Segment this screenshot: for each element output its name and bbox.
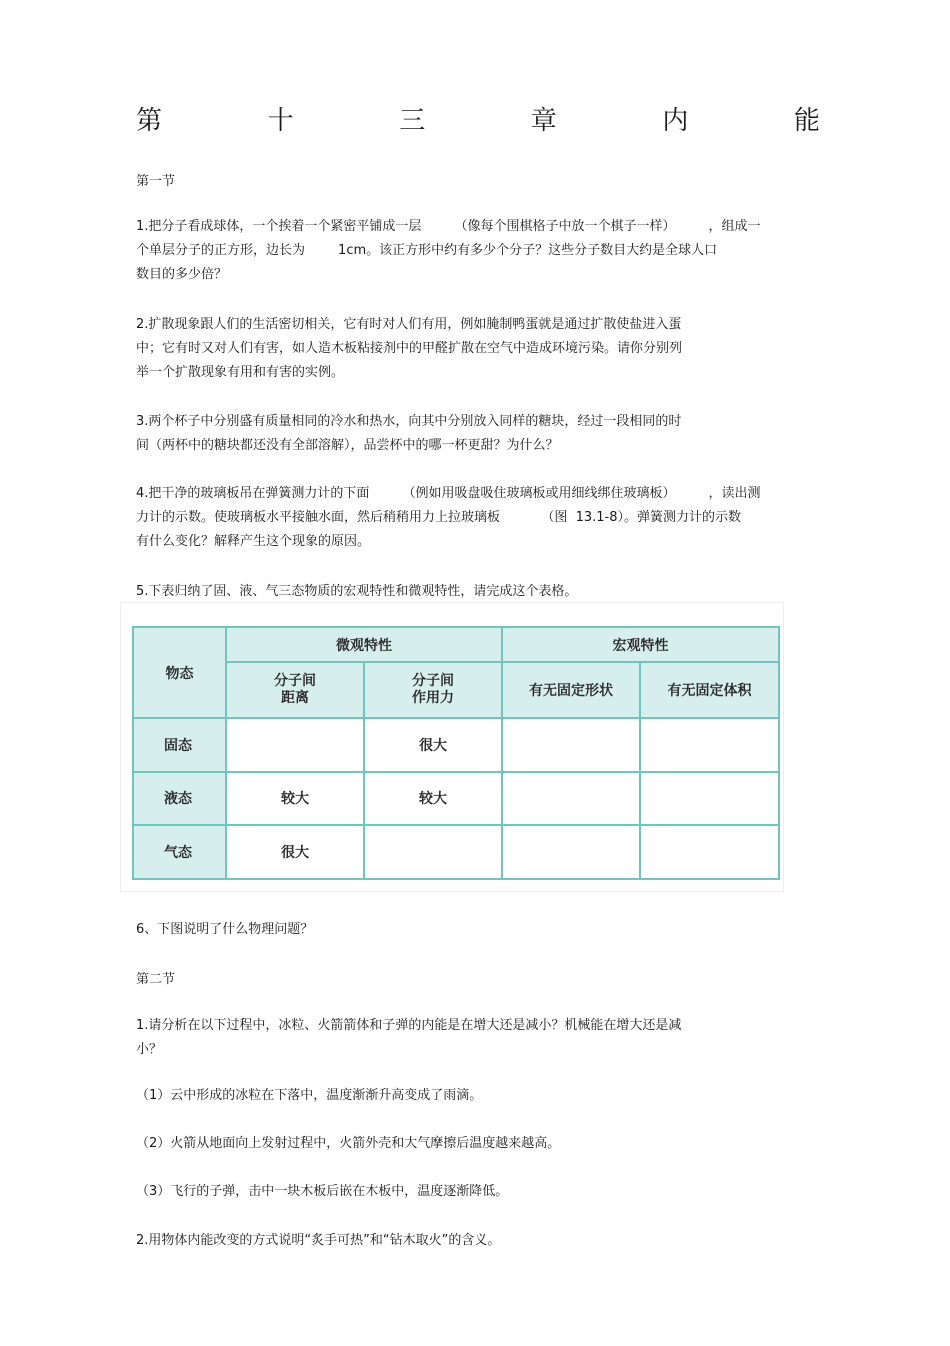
question-2-2 (136, 1229, 500, 1253)
question-line: （1）云中形成的冰粒在下落中，温度渐渐升高变成了雨滴。 (136, 1088, 483, 1103)
cell-distance (226, 718, 364, 772)
question-5 (136, 580, 577, 604)
question-line: 中；它有时又对人们有害，如人造木板粘接剂中的甲醛扩散在空气中造成环境污染。请你分别列 (136, 341, 683, 356)
question-line: 小？ (136, 1042, 163, 1057)
question-line: 2.扩散现象跟人们的生活密切相关，它有时对人们有用，例如腌制鸭蛋就是通过扩散使盐进入蛋 (136, 317, 682, 332)
question-line: （3）飞行的子弹，击中一块木板后嵌在木板中，温度逐渐降低。 (136, 1184, 509, 1199)
question-line: 1.请分析在以下过程中，冰粒、火箭箭体和子弹的内能是在增大还是减小？机械能在增大还是减 (136, 1018, 682, 1033)
title-char: 第 (136, 106, 163, 136)
table-header-row (133, 627, 779, 662)
cell-volume (640, 718, 779, 772)
cell-force (364, 825, 502, 879)
section-heading: 第一节 (136, 174, 176, 189)
header-macro: 宏观特性 (502, 627, 779, 662)
header-state: 物态 (133, 627, 226, 718)
question-line: 5.下表归纳了固、液、气三态物质的宏观特性和微观特性，请完成这个表格。 (136, 584, 578, 599)
header-distance (226, 662, 364, 718)
header-text: 距离 (281, 690, 309, 706)
title-char: 十 (267, 106, 294, 136)
header-text: 分子间 (412, 673, 454, 689)
question-line: 数目的多少倍？ (136, 267, 228, 282)
cell-shape (502, 825, 640, 879)
header-micro: 微观特性 (226, 627, 502, 662)
cell-shape (502, 718, 640, 772)
states-table (132, 626, 780, 880)
question-line: 举一个扩散现象有用和有害的实例。 (136, 365, 345, 380)
question-4 (136, 482, 761, 554)
title-char: 能 (793, 106, 820, 136)
table-row (133, 718, 779, 772)
question-line: 6、下图说明了什么物理问题？ (136, 922, 314, 937)
cell-distance: 较大 (226, 772, 364, 826)
title-char: 内 (662, 106, 689, 136)
cell-shape (502, 772, 640, 826)
cell-force: 较大 (364, 772, 502, 826)
header-force (364, 662, 502, 718)
title-char: 三 (399, 106, 426, 136)
question-3 (136, 410, 681, 458)
question-2-1-a (136, 1084, 482, 1108)
question-line: 力计的示数。使玻璃板水平接触水面，然后稍稍用力上拉玻璃板 （图 13.1-8）。弹簧测力计的示数 (136, 510, 741, 525)
title-char: 章 (530, 106, 557, 136)
header-volume: 有无固定体积 (640, 662, 779, 718)
cell-state: 固态 (133, 718, 226, 772)
cell-state: 气态 (133, 825, 226, 879)
header-text: 分子间 (274, 673, 316, 689)
header-shape: 有无固定形状 (502, 662, 640, 718)
cell-state: 液态 (133, 772, 226, 826)
question-line: 间（两杯中的糖块都还没有全部溶解），品尝杯中的哪一杯更甜？为什么？ (136, 438, 559, 453)
question-line: 2.用物体内能改变的方式说明“炙手可热”和“钻木取火”的含义。 (136, 1233, 501, 1248)
question-2 (136, 313, 682, 385)
table-row (133, 772, 779, 826)
table-subheader-row (133, 662, 779, 718)
chapter-title (136, 100, 820, 137)
cell-volume (640, 825, 779, 879)
cell-volume (640, 772, 779, 826)
question-2-1-c (136, 1180, 508, 1204)
question-6 (136, 918, 313, 942)
question-line: 个单层分子的正方形，边长为 1cm。该正方形中约有多少个分子？这些分子数目大约是全球人口 (136, 243, 718, 258)
states-table-figure (121, 603, 783, 891)
question-1 (136, 215, 761, 287)
question-line: 有什么变化？解释产生这个现象的原因。 (136, 534, 371, 549)
table-row (133, 825, 779, 879)
question-line: （2）火箭从地面向上发射过程中，火箭外壳和大气摩擦后温度越来越高。 (136, 1136, 561, 1151)
section-heading: 第二节 (136, 972, 176, 987)
question-2-1-b (136, 1132, 560, 1156)
question-2-1 (136, 1014, 681, 1062)
question-line: 1.把分子看成球体，一个挨着一个紧密平铺成一层 （像每个围棋格子中放一个棋子一样） ，组成一 (136, 219, 761, 234)
cell-distance: 很大 (226, 825, 364, 879)
question-line: 3.两个杯子中分别盛有质量相同的冷水和热水，向其中分别放入同样的糖块，经过一段相同的时 (136, 414, 682, 429)
cell-force: 很大 (364, 718, 502, 772)
question-line: 4.把干净的玻璃板吊在弹簧测力计的下面 （例如用吸盘吸住玻璃板或用细线绑住玻璃板） ，读出测 (136, 486, 761, 501)
header-text: 作用力 (412, 690, 454, 706)
